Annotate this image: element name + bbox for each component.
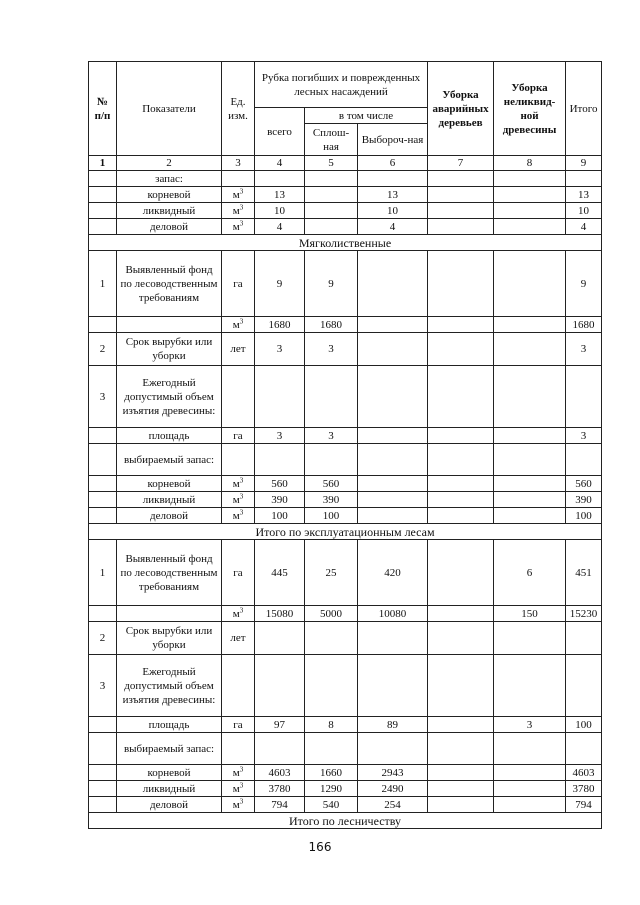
value-emergency <box>428 428 494 444</box>
header-emergency: Уборка аварийных деревьев <box>428 62 494 156</box>
table-row <box>89 317 602 333</box>
value-emergency <box>428 492 494 508</box>
unit-cell: $м^3$ <box>222 781 255 797</box>
value-clear: 5000 <box>305 606 358 622</box>
row-label: запас: <box>117 171 222 187</box>
table-row <box>89 219 602 235</box>
value-total: 100 <box>255 508 305 524</box>
value-selective: 10 <box>358 203 428 219</box>
forestry-table <box>88 61 602 829</box>
col-number: 3 <box>222 156 255 171</box>
value-selective: 13 <box>358 187 428 203</box>
value-selective: 2490 <box>358 781 428 797</box>
value-total: 445 <box>255 540 305 606</box>
unit-cell: га <box>222 428 255 444</box>
value-selective <box>358 492 428 508</box>
col-number: 4 <box>255 156 305 171</box>
value-selective <box>358 428 428 444</box>
table-row <box>89 797 602 813</box>
row-label: Выявленный фонд по лесоводственным требованиям <box>117 540 222 606</box>
table-row <box>89 781 602 797</box>
value-total: 390 <box>255 492 305 508</box>
value-emergency <box>428 219 494 235</box>
value-emergency <box>428 540 494 606</box>
value-total: 3780 <box>255 781 305 797</box>
value-emergency <box>428 251 494 317</box>
value-selective: 2943 <box>358 765 428 781</box>
row-num: 1 <box>89 540 117 606</box>
unit-cell: га <box>222 717 255 733</box>
value-itogo: 794 <box>566 797 602 813</box>
value-selective: 4 <box>358 219 428 235</box>
row-num: 2 <box>89 333 117 366</box>
row-label: ликвидный <box>117 492 222 508</box>
value-clear: 9 <box>305 251 358 317</box>
table-row <box>89 717 602 733</box>
table-row <box>89 606 602 622</box>
row-label: площадь <box>117 428 222 444</box>
table-row <box>89 765 602 781</box>
value-clear: 1680 <box>305 317 358 333</box>
value-clear: 100 <box>305 508 358 524</box>
table-row <box>89 428 602 444</box>
table-row <box>89 203 602 219</box>
value-selective: 89 <box>358 717 428 733</box>
value-selective: 254 <box>358 797 428 813</box>
value-itogo: 15230 <box>566 606 602 622</box>
value-emergency <box>428 622 494 655</box>
value-clear: 390 <box>305 492 358 508</box>
row-label: выбираемый запас: <box>117 444 222 476</box>
section-title-expl: Итого по эксплуатационным лесам <box>89 524 602 540</box>
header-itogo: Итого <box>566 62 602 156</box>
header-illiquid: Уборка неликвид-ной древесины <box>494 62 566 156</box>
value-itogo: 3780 <box>566 781 602 797</box>
value-illiquid <box>494 781 566 797</box>
col-number: 5 <box>305 156 358 171</box>
value-clear: 1660 <box>305 765 358 781</box>
section-title-soft: Мягколиственные <box>89 235 602 251</box>
value-illiquid <box>494 219 566 235</box>
value-total: 794 <box>255 797 305 813</box>
table-row <box>89 171 602 187</box>
header-unit: Ед. изм. <box>222 62 255 156</box>
value-emergency <box>428 317 494 333</box>
page-number: 166 <box>308 840 332 854</box>
header-total: всего <box>255 108 305 156</box>
value-clear: 8 <box>305 717 358 733</box>
value-illiquid <box>494 428 566 444</box>
value-illiquid <box>494 508 566 524</box>
value-total: 3 <box>255 333 305 366</box>
table-row <box>89 251 602 317</box>
value-selective <box>358 317 428 333</box>
value-illiquid <box>494 476 566 492</box>
value-illiquid: 3 <box>494 717 566 733</box>
unit-cell: $м^3$ <box>222 476 255 492</box>
value-total: 560 <box>255 476 305 492</box>
row-label: корневой <box>117 187 222 203</box>
table-row <box>89 333 602 366</box>
row-label: деловой <box>117 797 222 813</box>
col-number: 8 <box>494 156 566 171</box>
value-emergency <box>428 508 494 524</box>
value-itogo: 560 <box>566 476 602 492</box>
value-illiquid <box>494 317 566 333</box>
unit-cell: $м^3$ <box>222 219 255 235</box>
value-emergency <box>428 797 494 813</box>
value-emergency <box>428 187 494 203</box>
unit-cell: $м^3$ <box>222 765 255 781</box>
value-total: 4603 <box>255 765 305 781</box>
row-label: Ежегодный допустимый объем изъятия древесины: <box>117 655 222 717</box>
value-illiquid <box>494 797 566 813</box>
value-clear <box>305 187 358 203</box>
table-row <box>89 476 602 492</box>
value-total: 4 <box>255 219 305 235</box>
col-number: 2 <box>117 156 222 171</box>
value-total: 15080 <box>255 606 305 622</box>
value-itogo <box>566 622 602 655</box>
table-row <box>89 622 602 655</box>
value-selective <box>358 476 428 492</box>
value-selective: 10080 <box>358 606 428 622</box>
value-total: 13 <box>255 187 305 203</box>
value-itogo: 451 <box>566 540 602 606</box>
unit-cell: $м^3$ <box>222 317 255 333</box>
value-emergency <box>428 476 494 492</box>
row-label: выбираемый запас: <box>117 733 222 765</box>
value-clear <box>305 622 358 655</box>
value-itogo: 9 <box>566 251 602 317</box>
col-number: 6 <box>358 156 428 171</box>
row-label: Срок вырубки или уборки <box>117 333 222 366</box>
value-itogo: 100 <box>566 717 602 733</box>
value-emergency <box>428 765 494 781</box>
table-row <box>89 492 602 508</box>
unit-cell: $м^3$ <box>222 606 255 622</box>
value-clear: 1290 <box>305 781 358 797</box>
header-num: № п/п <box>89 62 117 156</box>
table-row <box>89 366 602 428</box>
value-illiquid <box>494 333 566 366</box>
value-itogo: 100 <box>566 508 602 524</box>
unit-cell: $м^3$ <box>222 492 255 508</box>
header-including: в том числе <box>305 108 428 124</box>
table-row <box>89 508 602 524</box>
value-itogo: 1680 <box>566 317 602 333</box>
value-emergency <box>428 606 494 622</box>
unit-cell: лет <box>222 622 255 655</box>
row-label: корневой <box>117 476 222 492</box>
unit-cell: $м^3$ <box>222 203 255 219</box>
value-illiquid <box>494 492 566 508</box>
col-number: 1 <box>89 156 117 171</box>
value-clear <box>305 219 358 235</box>
value-total: 9 <box>255 251 305 317</box>
value-illiquid <box>494 203 566 219</box>
value-illiquid <box>494 187 566 203</box>
row-num: 3 <box>89 366 117 428</box>
col-number: 7 <box>428 156 494 171</box>
row-label: ликвидный <box>117 781 222 797</box>
header-felling: Рубка погибших и поврежденных лесных насаждений <box>255 62 428 108</box>
header-indicators: Показатели <box>117 62 222 156</box>
row-label: ликвидный <box>117 203 222 219</box>
row-label: площадь <box>117 717 222 733</box>
unit-cell: $м^3$ <box>222 508 255 524</box>
value-itogo: 4603 <box>566 765 602 781</box>
row-label: корневой <box>117 765 222 781</box>
value-total: 3 <box>255 428 305 444</box>
value-clear: 25 <box>305 540 358 606</box>
value-total: 10 <box>255 203 305 219</box>
value-illiquid: 6 <box>494 540 566 606</box>
value-itogo: 13 <box>566 187 602 203</box>
value-illiquid <box>494 251 566 317</box>
value-clear: 560 <box>305 476 358 492</box>
table-row <box>89 655 602 717</box>
header-selective: Выбороч-ная <box>358 124 428 156</box>
unit-cell: га <box>222 540 255 606</box>
table-row <box>89 733 602 765</box>
value-selective <box>358 622 428 655</box>
unit-cell: $м^3$ <box>222 187 255 203</box>
value-illiquid <box>494 765 566 781</box>
value-itogo: 10 <box>566 203 602 219</box>
value-total: 1680 <box>255 317 305 333</box>
col-number: 9 <box>566 156 602 171</box>
value-emergency <box>428 333 494 366</box>
report-sheet <box>88 61 601 829</box>
value-selective <box>358 508 428 524</box>
row-label: деловой <box>117 508 222 524</box>
value-itogo: 3 <box>566 428 602 444</box>
value-clear: 3 <box>305 428 358 444</box>
header-clear: Сплош-ная <box>305 124 358 156</box>
unit-cell: га <box>222 251 255 317</box>
section-title-forestry: Итого по лесничеству <box>89 813 602 829</box>
value-emergency <box>428 717 494 733</box>
value-itogo: 390 <box>566 492 602 508</box>
table-row <box>89 444 602 476</box>
row-label: Ежегодный допустимый объем изъятия древесины: <box>117 366 222 428</box>
unit-cell: лет <box>222 333 255 366</box>
row-label: Срок вырубки или уборки <box>117 622 222 655</box>
value-total <box>255 622 305 655</box>
value-itogo: 4 <box>566 219 602 235</box>
value-selective <box>358 333 428 366</box>
row-label: Выявленный фонд по лесоводственным требованиям <box>117 251 222 317</box>
value-selective: 420 <box>358 540 428 606</box>
column-numbers-row <box>89 156 602 171</box>
value-clear <box>305 203 358 219</box>
value-emergency <box>428 781 494 797</box>
row-num: 1 <box>89 251 117 317</box>
value-clear: 3 <box>305 333 358 366</box>
table-row <box>89 187 602 203</box>
value-total: 97 <box>255 717 305 733</box>
value-itogo: 3 <box>566 333 602 366</box>
row-num: 3 <box>89 655 117 717</box>
row-num: 2 <box>89 622 117 655</box>
value-illiquid: 150 <box>494 606 566 622</box>
value-clear: 540 <box>305 797 358 813</box>
value-illiquid <box>494 622 566 655</box>
row-label: деловой <box>117 219 222 235</box>
value-emergency <box>428 203 494 219</box>
unit-cell: $м^3$ <box>222 797 255 813</box>
value-selective <box>358 251 428 317</box>
table-row <box>89 540 602 606</box>
